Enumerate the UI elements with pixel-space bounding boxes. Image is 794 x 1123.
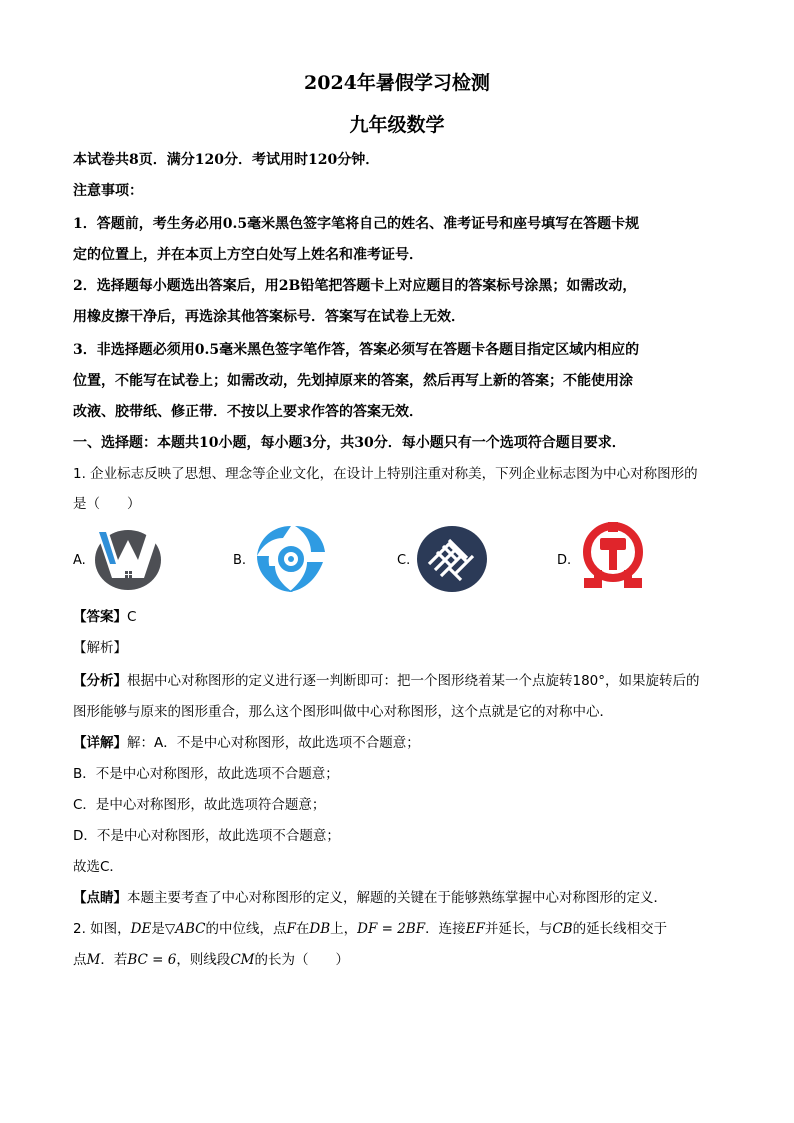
- exam-subtitle: 九年级数学: [349, 114, 445, 136]
- q2-text: 点: [73, 952, 87, 968]
- question-2-stem-cont: [73, 950, 723, 970]
- q2-text: 在: [295, 921, 310, 937]
- notice-line: 1．答题前，考生务必用0.5毫米黑色签字笔将自己的姓名、准考证号和座号填写在答题卡规: [73, 216, 640, 232]
- fenxi-tag: 【分析】: [73, 673, 127, 689]
- xiangjie-line: [73, 733, 723, 753]
- q2-text: ．若: [100, 952, 128, 968]
- dianjing-tag: 【点睛】: [73, 890, 127, 906]
- china-railway-logo-icon: [580, 522, 646, 594]
- detail-line: D．不是中心对称图形，故此选项不合题意；: [73, 828, 340, 844]
- xiangjie-tag: 【详解】: [73, 735, 127, 751]
- q2-text: ，则线段: [176, 952, 231, 968]
- q2-text: 是: [151, 921, 165, 937]
- detail-line: 故选C．: [73, 859, 123, 875]
- exam-title: 2024年暑假学习检测: [304, 72, 490, 94]
- answer-tag: 【答案】: [73, 609, 127, 625]
- q2-text: 并延长，与: [484, 921, 553, 937]
- option-c-label: C.: [397, 553, 411, 568]
- detail-line: C．是中心对称图形，故此选项符合题意；: [73, 797, 326, 813]
- xiangjie-text: 解：A．不是中心对称图形，故此选项不合题意；: [127, 735, 420, 751]
- q2-math: F: [286, 921, 296, 937]
- fenxi-line-cont: 图形能够与原来的图形重合，那么这个图形叫做中心对称图形，这个点就是它的对称中心．: [73, 704, 613, 720]
- china-mobile-logo-icon: [415, 524, 489, 594]
- notice-line: 用橡皮擦干净后，再选涂其他答案标号．答案写在试卷上无效．: [73, 309, 465, 325]
- q2-text: 2. 如图，: [73, 921, 131, 937]
- q2-math: CM: [230, 952, 255, 968]
- question-1-stem-cont: 是（ ）: [73, 496, 141, 512]
- dianjing-line: [73, 888, 723, 908]
- option-b-label: B.: [233, 553, 247, 568]
- q2-math: DE: [130, 921, 152, 937]
- answer-value: C: [127, 609, 137, 625]
- q2-text: 上，: [330, 921, 358, 937]
- q2-text: 的长为（ ）: [254, 952, 349, 968]
- option-d-label: D.: [557, 553, 572, 568]
- notice-heading: 注意事项：: [73, 183, 143, 199]
- q2-math: EF: [465, 921, 485, 937]
- question-1-stem: 1. 企业标志反映了思想、理念等企业文化，在设计上特别注重对称美，下列企业标志图为中心对称图形的: [73, 466, 698, 482]
- notice-line: 位置，不能写在试卷上；如需改动，先划掉原来的答案，然后再写上新的答案；不能使用涂: [73, 373, 633, 389]
- w-house-logo-icon: [93, 526, 163, 591]
- fenxi-text: 根据中心对称图形的定义进行逐一判断即可：把一个图形绕着某一个点旋转180°，如果旋转后的: [127, 673, 700, 689]
- q2-text: ．连接: [425, 921, 466, 937]
- option-a-label: A.: [73, 553, 86, 568]
- section-heading: 一、选择题：本题共10小题，每小题3分，共30分．每小题只有一个选项符合题目要求．: [73, 435, 626, 451]
- q2-math: ▽ABC: [164, 921, 206, 937]
- exam-summary: 本试卷共8页．满分120分．考试用时120分钟．: [73, 152, 380, 168]
- fenxi-line: [73, 671, 723, 691]
- swirl-logo-icon: [253, 522, 329, 596]
- notice-line: 3．非选择题必须用0.5毫米黑色签字笔作答，答案必须写在答题卡各题目指定区域内相应的: [73, 342, 640, 358]
- analysis-tag: 【解析】: [73, 640, 127, 656]
- q2-math: BC = 6: [127, 952, 177, 968]
- notice-line: 2．选择题每小题选出答案后，用2B铅笔把答题卡上对应题目的答案标号涂黑；如需改动，: [73, 278, 637, 294]
- q2-math: DF = 2BF: [357, 921, 426, 937]
- q2-math: M: [86, 952, 101, 968]
- q2-text: 的中位线，点: [205, 921, 287, 937]
- notice-line: 改液、胶带纸、修正带．不按以上要求作答的答案无效．: [73, 404, 423, 420]
- q2-math: DB: [309, 921, 331, 937]
- answer-line: [73, 607, 723, 627]
- q2-math: CB: [552, 921, 573, 937]
- dianjing-text: 本题主要考查了中心对称图形的定义，解题的关键在于能够熟练掌握中心对称图形的定义．: [127, 890, 667, 906]
- notice-line: 定的位置上，并在本页上方空白处写上姓名和准考证号．: [73, 247, 423, 263]
- question-2-stem: [73, 919, 723, 939]
- detail-line: B．不是中心对称图形，故此选项不合题意；: [73, 766, 339, 782]
- q2-text: 的延长线相交于: [572, 921, 668, 937]
